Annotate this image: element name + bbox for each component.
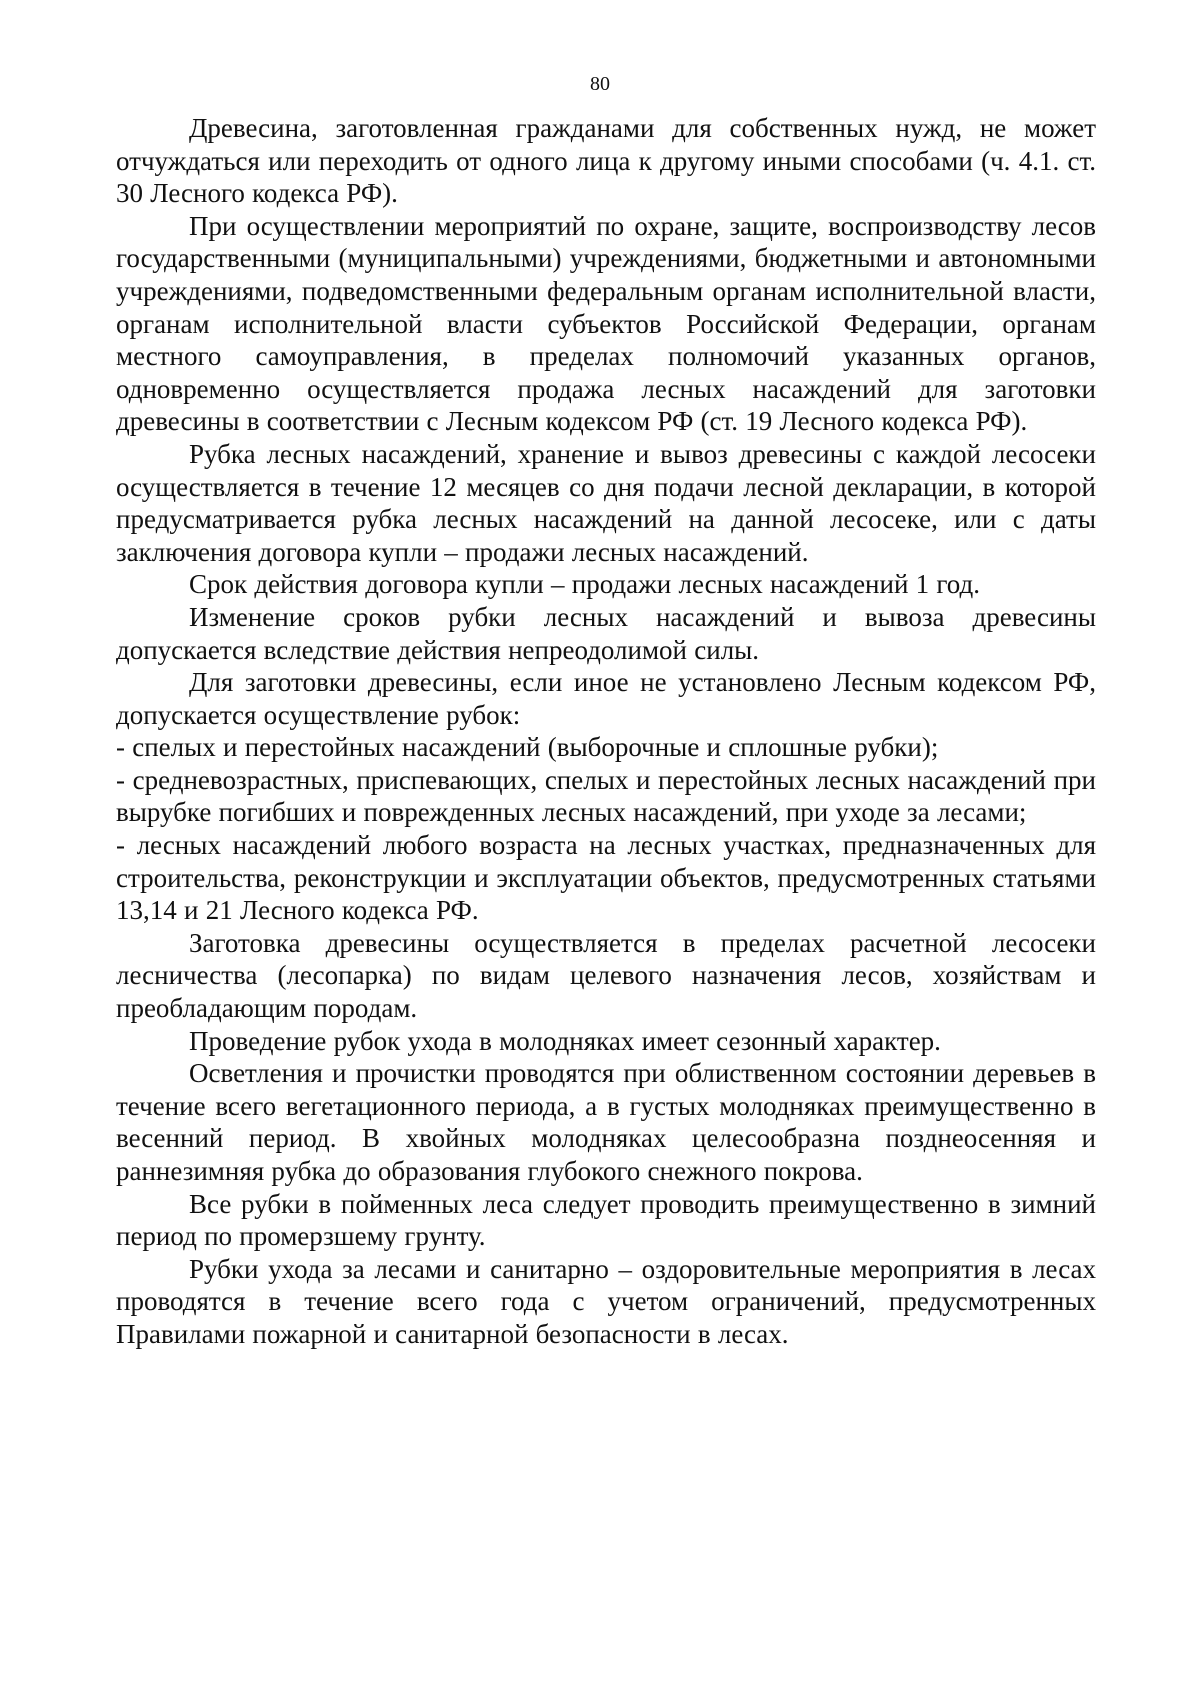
paragraph: Осветления и прочистки проводятся при облиственном состоянии деревьев в течение всего вегетационного периода, а в густых молодняках преимущественно в весенний период. В хвойных молодняках целесообразна позднеосенняя и раннезимняя рубка до образования глубокого снежного покрова. xyxy=(116,1058,1096,1186)
paragraph: Все рубки в пойменных леса следует проводить преимущественно в зимний период по промерзшему грунту. xyxy=(116,1188,1096,1252)
paragraph: Рубка лесных насаждений, хранение и вывоз древесины с каждой лесосеки осуществляется в течение 12 месяцев со дня подачи лесной декларации, в которой предусматривается рубка лесных насаждений на данной лесосеке, или с даты заключения договора купли – продажи лесных насаждений. xyxy=(116,438,1096,567)
paragraph: Изменение сроков рубки лесных насаждений и вывоза древесины допускается вследствие действия непреодолимой силы. xyxy=(116,601,1096,665)
list-item: - лесных насаждений любого возраста на лесных участках, предназначенных для строительства, реконструкции и эксплуатации объектов, предусмотренных статьями 13,14 и 21 Лесного кодекса РФ. xyxy=(116,830,1096,926)
list-item: - средневозрастных, приспевающих, спелых и перестойных лесных насаждений при вырубке погибших и поврежденных лесных насаждений, при уходе за лесами; xyxy=(116,764,1096,828)
page-body xyxy=(116,112,1096,1351)
paragraph: Заготовка древесины осуществляется в пределах расчетной лесосеки лесничества (лесопарка) по видам целевого назначения лесов, хозяйствам и преобладающим породам. xyxy=(116,927,1096,1024)
paragraph: Срок действия договора купли – продажи лесных насаждений 1 год. xyxy=(189,569,981,600)
paragraph: При осуществлении мероприятий по охране, защите, воспроизводству лесов государственными (муниципальными) учреждениями, бюджетными и автономными учреждениями, подведомственными федеральным органам исполнительной власти, органам исполнительной власти субъектов Российской Федерации, органам местного самоуправления, в пределах полномочий указанных органов, одновременно осуществляется продажа лесных насаждений для заготовки древесины в соответствии с Лесным кодексом РФ (ст. 19 Лесного кодекса РФ). xyxy=(116,210,1096,437)
list-item: - спелых и перестойных насаждений (выборочные и сплошные рубки); xyxy=(116,732,939,763)
page-number: 80 xyxy=(590,73,610,95)
paragraph: Рубки ухода за лесами и санитарно – оздоровительные мероприятия в лесах проводятся в течение всего года с учетом ограничений, предусмотренных Правилами пожарной и санитарной безопасности в лесах. xyxy=(116,1253,1096,1349)
paragraph: Проведение рубок ухода в молодняках имеет сезонный характер. xyxy=(189,1025,941,1056)
paragraph: Древесина, заготовленная гражданами для собственных нужд, не может отчуждаться или переходить от одного лица к другому иными способами (ч. 4.1. ст. 30 Лесного кодекса РФ). xyxy=(116,113,1096,209)
paragraph: Для заготовки древесины, если иное не установлено Лесным кодексом РФ, допускается осуществление рубок: xyxy=(116,667,1096,730)
